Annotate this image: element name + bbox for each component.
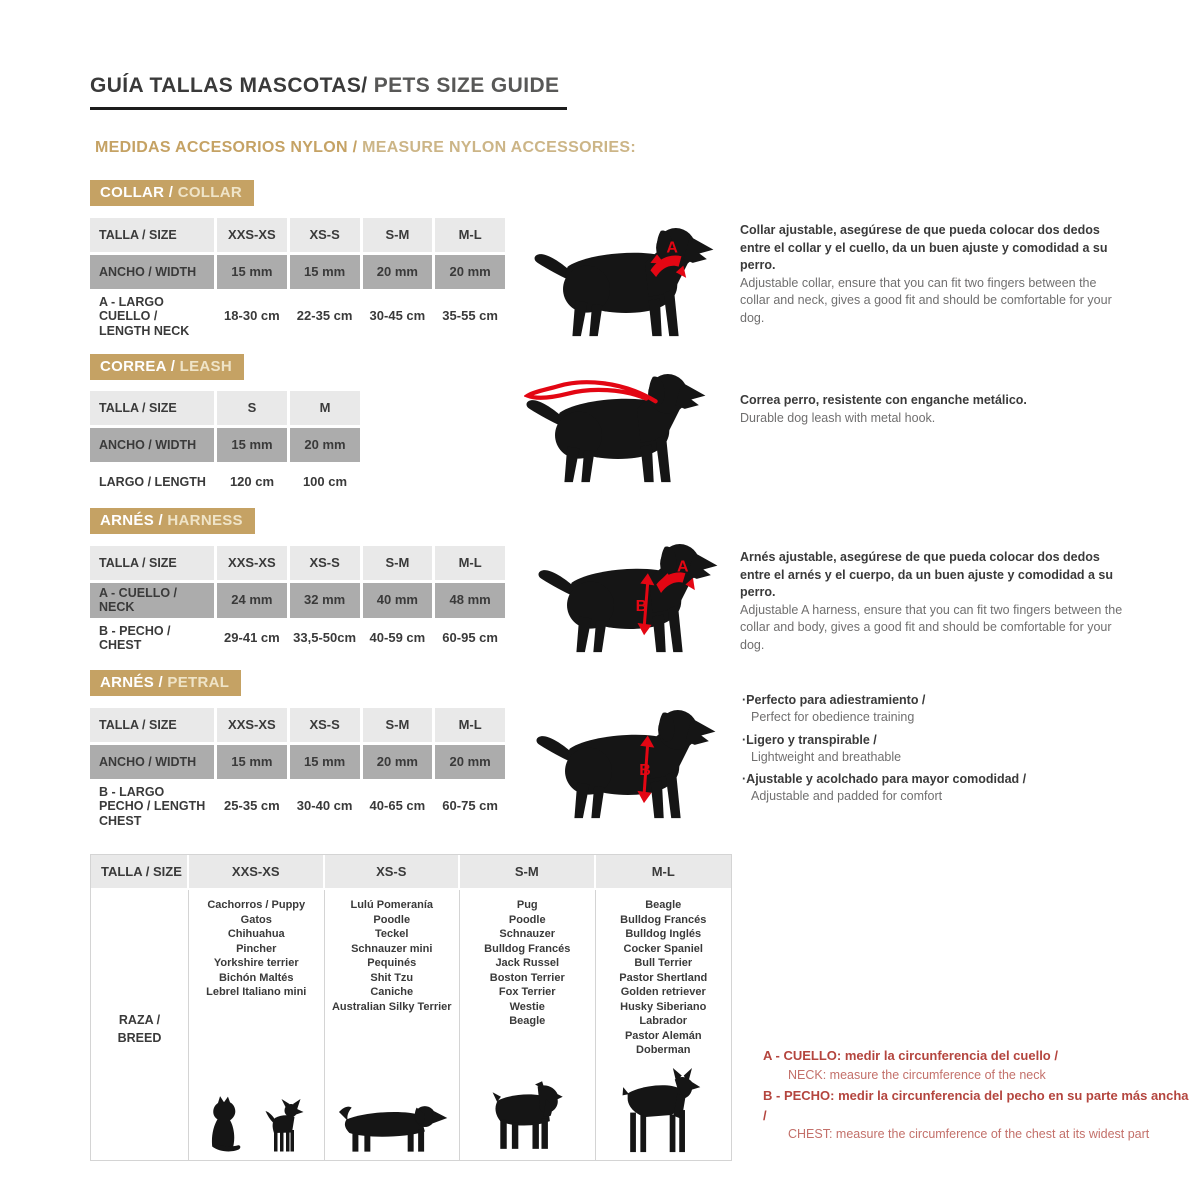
breed-name: Poodle bbox=[508, 913, 546, 926]
size-value-cell: 20 mm bbox=[435, 255, 505, 289]
breed-table-header bbox=[91, 855, 731, 888]
breed-header-cell: TALLA / SIZE bbox=[91, 855, 189, 888]
breed-name: Lulú Pomeranía bbox=[350, 899, 434, 911]
size-value-cell: 33,5-50cm bbox=[290, 621, 360, 656]
badge-label-en: LEASH bbox=[179, 358, 232, 375]
collar-desc-es: Collar ajustable, asegúrese de que pueda colocar dos dedos entre el collar y el cuello, da un buen ajuste y comodidad a su perro. bbox=[740, 223, 1108, 272]
breed-name: Labrador bbox=[639, 1015, 688, 1027]
size-value-cell: M-L bbox=[435, 218, 505, 252]
svg-text:B: B bbox=[639, 761, 651, 779]
badge-label-en: HARNESS bbox=[167, 512, 243, 529]
breed-name: Doberman bbox=[636, 1044, 691, 1056]
row-header-cell: A - CUELLO / NECK bbox=[90, 583, 214, 618]
row-header-cell: TALLA / SIZE bbox=[90, 546, 214, 580]
leash-size-table bbox=[90, 391, 360, 502]
table-row bbox=[90, 255, 505, 289]
breed-silhouettes-s-m bbox=[460, 1070, 595, 1160]
leash-description bbox=[740, 392, 1124, 427]
size-value-cell: 100 cm bbox=[290, 465, 360, 499]
badge-label-es: ARNÉS / bbox=[100, 512, 168, 529]
row-header-cell: TALLA / SIZE bbox=[90, 218, 214, 252]
breed-header-cell: S-M bbox=[460, 855, 596, 888]
size-value-cell: S bbox=[217, 391, 287, 425]
text-line-es: · Perfecto para adiestramiento / bbox=[742, 692, 1142, 709]
size-value-cell: 15 mm bbox=[217, 745, 287, 779]
breed-name: Pincher bbox=[236, 942, 277, 955]
size-value-cell: 15 mm bbox=[217, 428, 287, 462]
badge-label-es: COLLAR / bbox=[100, 184, 178, 201]
collar-dog-illustration bbox=[532, 210, 720, 342]
row-header-cell: LARGO / LENGTH bbox=[90, 465, 214, 499]
size-value-cell: 60-95 cm bbox=[435, 621, 505, 656]
breed-name: Pug bbox=[516, 899, 538, 911]
page-title-en: PETS SIZE GUIDE bbox=[367, 74, 560, 97]
collar-desc-en: Adjustable collar, ensure that you can fit two fingers between the collar and neck, gives a good fit and should be comfortable for your dog. bbox=[740, 275, 1112, 325]
page-subtitle bbox=[95, 139, 636, 157]
size-value-cell: 40 mm bbox=[363, 583, 433, 618]
text-line-es: A - CUELLO: medir la circunferencia del cuello / bbox=[763, 1048, 1058, 1063]
text-line-en: NECK: measure the circumference of the neck bbox=[788, 1067, 1046, 1082]
size-value-cell: 48 mm bbox=[435, 583, 505, 618]
breed-silhouettes-xxs-xs bbox=[189, 1086, 324, 1160]
size-value-cell: 20 mm bbox=[290, 428, 360, 462]
size-value-cell: XXS-XS bbox=[217, 708, 287, 742]
text-line-en: CHEST: measure the circumference of the chest at its widest part bbox=[788, 1127, 1150, 1142]
breed-name: Fox Terrier bbox=[498, 986, 556, 998]
table-row bbox=[90, 546, 505, 580]
breed-name: Jack Russel bbox=[495, 957, 560, 969]
row-header-cell: TALLA / SIZE bbox=[90, 708, 214, 742]
badge-label-es: ARNÉS / bbox=[100, 674, 168, 691]
size-value-cell: M-L bbox=[435, 546, 505, 580]
row-header-cell: A - LARGO CUELLO / LENGTH NECK bbox=[90, 292, 214, 341]
table-row bbox=[90, 745, 505, 779]
breed-name: Cocker Spaniel bbox=[623, 942, 703, 955]
chihuahua-silhouette bbox=[260, 1099, 305, 1154]
leash-desc-es: Correa perro, resistente con enganche metálico. bbox=[740, 393, 1027, 407]
size-value-cell: 35-55 cm bbox=[435, 292, 505, 341]
petral-size-table bbox=[90, 708, 505, 834]
leash-dog-illustration bbox=[524, 356, 712, 488]
breed-name: Cachorros / Puppy bbox=[207, 899, 306, 911]
size-value-cell: 29-41 cm bbox=[217, 621, 287, 656]
breed-list-xs-s bbox=[325, 898, 460, 1014]
size-value-cell: 32 mm bbox=[290, 583, 360, 618]
size-value-cell: 18-30 cm bbox=[217, 292, 287, 341]
page-subtitle-en: MEASURE NYLON ACCESSORIES: bbox=[362, 139, 636, 156]
measuring-notes bbox=[763, 1046, 1195, 1146]
breed-column-s-m bbox=[460, 890, 596, 1160]
size-value-cell: 24 mm bbox=[217, 583, 287, 618]
page-subtitle-es: MEDIDAS ACCESORIOS NYLON / bbox=[95, 139, 363, 156]
size-value-cell: 40-59 cm bbox=[363, 621, 433, 656]
breed-table-body bbox=[91, 888, 731, 1160]
breed-name: Poodle bbox=[373, 913, 411, 926]
breed-name: Boston Terrier bbox=[489, 971, 565, 984]
size-value-cell: 20 mm bbox=[363, 745, 433, 779]
breed-name: Teckel bbox=[375, 928, 409, 940]
leash-line-marker bbox=[528, 382, 656, 401]
size-value-cell: XXS-XS bbox=[217, 546, 287, 580]
breed-name: Bichón Maltés bbox=[218, 971, 294, 984]
breed-name: Husky Siberiano bbox=[620, 1000, 707, 1013]
breed-list-m-l bbox=[596, 898, 732, 1058]
cat-silhouette bbox=[208, 1096, 250, 1154]
svg-text:B: B bbox=[635, 597, 648, 615]
collar-size-table bbox=[90, 218, 505, 344]
breed-name: Australian Silky Terrier bbox=[331, 1000, 452, 1013]
size-value-cell: M bbox=[290, 391, 360, 425]
size-value-cell: 15 mm bbox=[290, 745, 360, 779]
breed-column-xs-s bbox=[325, 890, 461, 1160]
petral-dog-illustration bbox=[534, 692, 722, 824]
table-row bbox=[90, 621, 505, 656]
badge-label-en: PETRAL bbox=[167, 674, 230, 691]
breed-name: Pastor Alemán bbox=[624, 1029, 702, 1042]
breed-name: Pastor Shertland bbox=[619, 971, 708, 984]
row-header-cell: ANCHO / WIDTH bbox=[90, 428, 214, 462]
breed-name: Bulldog Francés bbox=[484, 942, 571, 955]
breed-row-label bbox=[91, 890, 189, 1160]
breed-silhouettes-m-l bbox=[596, 1058, 732, 1160]
text-line-es: · Ajustable y acolchado para mayor comodidad / bbox=[742, 771, 1142, 788]
size-value-cell: 120 cm bbox=[217, 465, 287, 499]
size-value-cell: 15 mm bbox=[217, 255, 287, 289]
leash-desc-en: Durable dog leash with metal hook. bbox=[740, 410, 936, 425]
text-line-en: Lightweight and breathable bbox=[751, 749, 902, 764]
harness-description bbox=[740, 549, 1124, 654]
svg-text:A: A bbox=[666, 239, 678, 257]
breed-name: Beagle bbox=[645, 899, 682, 911]
breed-name: Lebrel Italiano mini bbox=[206, 986, 307, 998]
size-value-cell: 40-65 cm bbox=[363, 782, 433, 831]
row-header-cell: TALLA / SIZE bbox=[90, 391, 214, 425]
breed-name: Bull Terrier bbox=[634, 957, 693, 969]
size-value-cell: 30-45 cm bbox=[363, 292, 433, 341]
size-value-cell: 20 mm bbox=[363, 255, 433, 289]
section-badge-leash bbox=[90, 354, 244, 380]
breed-list-xxs-xs bbox=[189, 898, 324, 1000]
breed-name: Beagle bbox=[509, 1015, 546, 1027]
size-value-cell: XS-S bbox=[290, 708, 360, 742]
schnauzer-silhouette bbox=[490, 1080, 564, 1154]
breed-header-cell: M-L bbox=[651, 864, 675, 879]
table-row bbox=[90, 292, 505, 341]
size-value-cell: 15 mm bbox=[290, 255, 360, 289]
doberman-silhouette bbox=[620, 1068, 706, 1154]
raza-label-es: RAZA / bbox=[118, 1012, 161, 1027]
harness-desc-es: Arnés ajustable, asegúrese de que pueda colocar dos dedos entre el arnés y el cuerpo, da un buen ajuste y comodidad a su perro. bbox=[740, 550, 1114, 599]
row-header-cell: ANCHO / WIDTH bbox=[90, 255, 214, 289]
row-header-cell: B - PECHO / CHEST bbox=[90, 621, 214, 656]
size-value-cell: S-M bbox=[363, 218, 433, 252]
collar-description bbox=[740, 222, 1124, 327]
breed-name: Chihuahua bbox=[227, 928, 285, 940]
text-line-en: Adjustable and padded for comfort bbox=[751, 789, 943, 804]
breed-list-s-m bbox=[460, 898, 595, 1029]
dachshund-silhouette bbox=[336, 1094, 448, 1154]
petral-feature-bullets bbox=[742, 692, 1142, 811]
table-row bbox=[90, 218, 505, 252]
section-badge-petral bbox=[90, 670, 241, 696]
size-value-cell: XS-S bbox=[290, 218, 360, 252]
harness-size-table bbox=[90, 546, 505, 659]
size-value-cell: 25-35 cm bbox=[217, 782, 287, 831]
breed-silhouettes-xs-s bbox=[325, 1084, 460, 1160]
raza-label-en: BREED bbox=[117, 1030, 162, 1045]
text-line-en: Perfect for obedience training bbox=[751, 710, 915, 725]
size-value-cell: 20 mm bbox=[435, 745, 505, 779]
breed-size-table bbox=[90, 854, 732, 1161]
harness-dog-illustration bbox=[536, 526, 724, 658]
breed-name: Schnauzer mini bbox=[351, 942, 433, 955]
breed-name: Golden retriever bbox=[620, 986, 706, 998]
size-value-cell: XS-S bbox=[290, 546, 360, 580]
section-badge-harness bbox=[90, 508, 255, 534]
table-row bbox=[90, 428, 360, 462]
section-badge-collar bbox=[90, 180, 254, 206]
row-header-cell: B - LARGO PECHO / LENGTH CHEST bbox=[90, 782, 214, 831]
table-row bbox=[90, 583, 505, 618]
breed-name: Bulldog Francés bbox=[620, 913, 707, 926]
table-row bbox=[90, 782, 505, 831]
breed-name: Gatos bbox=[240, 913, 272, 926]
breed-name: Pequinés bbox=[367, 957, 417, 969]
breed-header-cell: XXS-XS bbox=[189, 855, 325, 888]
size-value-cell: 30-40 cm bbox=[290, 782, 360, 831]
breed-name: Schnauzer bbox=[499, 928, 556, 940]
table-row bbox=[90, 708, 505, 742]
breed-name: Caniche bbox=[370, 986, 414, 998]
svg-text:A: A bbox=[677, 558, 689, 576]
badge-label-es: CORREA / bbox=[100, 358, 180, 375]
breed-header-cell: XS-S bbox=[325, 855, 461, 888]
breed-name: Yorkshire terrier bbox=[213, 957, 299, 969]
size-value-cell: M-L bbox=[435, 708, 505, 742]
size-value-cell: 22-35 cm bbox=[290, 292, 360, 341]
table-row bbox=[90, 465, 360, 499]
size-value-cell: 60-75 cm bbox=[435, 782, 505, 831]
size-value-cell: S-M bbox=[363, 708, 433, 742]
table-row bbox=[90, 391, 360, 425]
harness-desc-en: Adjustable A harness, ensure that you can fit two fingers between the collar and body, gives a good fit and should be comfortable for your dog. bbox=[740, 602, 1123, 652]
row-header-cell: ANCHO / WIDTH bbox=[90, 745, 214, 779]
breed-name: Bulldog Inglés bbox=[625, 928, 702, 940]
breed-name: Shit Tzu bbox=[370, 971, 414, 984]
page-title-es: GUÍA TALLAS MASCOTAS/ bbox=[90, 74, 368, 97]
page-title bbox=[90, 74, 567, 110]
breed-column-m-l bbox=[596, 890, 732, 1160]
size-value-cell: XXS-XS bbox=[217, 218, 287, 252]
breed-column-xxs-xs bbox=[189, 890, 325, 1160]
text-line-es: B - PECHO: medir la circunferencia del pecho en su parte más ancha / bbox=[763, 1088, 1189, 1123]
size-value-cell: S-M bbox=[363, 546, 433, 580]
badge-label-en: COLLAR bbox=[177, 184, 242, 201]
text-line-es: · Ligero y transpirable / bbox=[742, 732, 1142, 749]
breed-name: Westie bbox=[509, 1000, 545, 1013]
